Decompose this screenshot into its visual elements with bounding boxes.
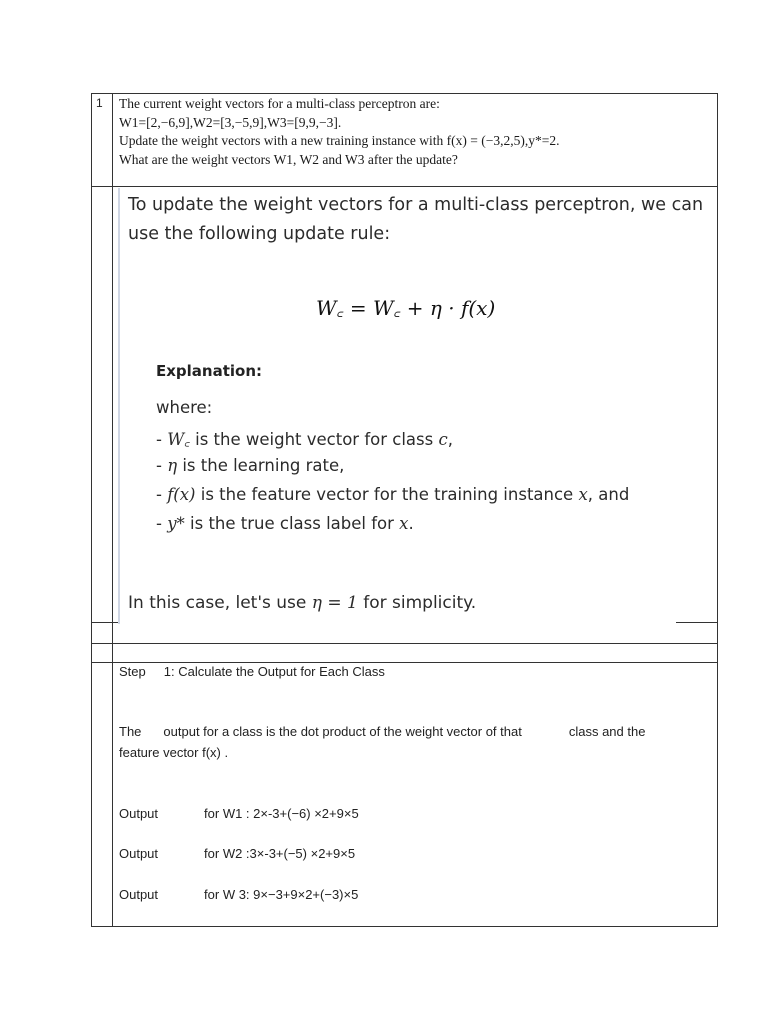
output-line: [119, 806, 359, 821]
definition-end: ,: [447, 430, 453, 449]
paragraph-text: class and the: [568, 724, 646, 739]
definition-text: is the learning rate,: [177, 456, 345, 475]
where-label: where:: [156, 398, 213, 417]
math-symbol: η = 1: [311, 593, 358, 613]
row-divider: [91, 662, 718, 663]
definition-end: .: [408, 514, 414, 533]
intro-line: To update the weight vectors for a multi-class perceptron, we can: [128, 195, 704, 215]
paragraph-word: The: [119, 724, 142, 739]
step-heading: [119, 664, 385, 679]
intro-line: use the following update rule:: [128, 224, 391, 244]
math-symbol: c: [438, 430, 448, 449]
definition-item: - y* is the true class label for x.: [156, 514, 414, 533]
definition-text: is the weight vector for class: [189, 430, 439, 449]
step-label: Step: [119, 664, 146, 679]
output-expression: for W1 : 2×-3+(−6) ×2+9×5: [204, 806, 359, 821]
definition-text: is the feature vector for the training instance: [195, 485, 579, 504]
definition-item: - η is the learning rate,: [156, 456, 345, 475]
row-divider: [91, 643, 718, 644]
output-expression: for W2 :3×-3+(−5) ×2+9×5: [204, 846, 356, 861]
math-symbol: η: [167, 456, 178, 475]
math-symbol: y*: [167, 514, 185, 533]
question-text: [119, 95, 709, 169]
output-label: Output: [119, 887, 159, 902]
step-paragraph-line: [119, 724, 645, 739]
math-symbol: x: [578, 485, 588, 504]
answer-intro: [128, 191, 703, 249]
math-symbol: f(x): [167, 485, 196, 504]
answer-screenshot: [118, 188, 704, 624]
question-line: W1=[2,−6,9],W2=[3,−5,9],W3=[9,9,−3].: [119, 114, 342, 130]
question-line: The current weight vectors for a multi-class perceptron are:: [119, 96, 440, 111]
definition-item: - f(x) is the feature vector for the training instance x, and: [156, 485, 630, 504]
output-line: [119, 846, 355, 861]
output-label: Output: [119, 846, 159, 861]
question-line: Update the weight vectors with a new training instance with f(x) = (−3,2,5),y*=2.: [119, 133, 560, 148]
row-divider: [91, 186, 718, 187]
output-line: [119, 887, 358, 902]
question-line: What are the weight vectors W1, W2 and W3 after the update?: [119, 151, 458, 167]
step-paragraph-line: feature vector f(x) .: [119, 745, 229, 760]
math-symbol: x: [399, 514, 409, 533]
explanation-heading: Explanation:: [156, 362, 263, 380]
math-symbol: W꜀: [167, 430, 190, 449]
learning-rate-note: [128, 593, 476, 613]
definition-text: is the true class label for: [184, 514, 400, 533]
note-text: In this case, let's use: [128, 593, 312, 613]
paragraph-text: output for a class is the dot product of the weight vector of that: [163, 724, 522, 739]
column-divider: [112, 93, 113, 927]
question-number: 1: [96, 96, 103, 110]
update-rule-formula: W꜀ = W꜀ + η · f(x): [316, 296, 496, 320]
output-expression: for W 3: 9×−3+9×2+(−3)×5: [204, 887, 359, 902]
definition-end: , and: [587, 485, 630, 504]
output-label: Output: [119, 806, 159, 821]
definition-item: - W꜀ is the weight vector for class c,: [156, 430, 453, 449]
note-text: for simplicity.: [357, 593, 477, 613]
step-title: 1: Calculate the Output for Each Class: [163, 664, 385, 679]
